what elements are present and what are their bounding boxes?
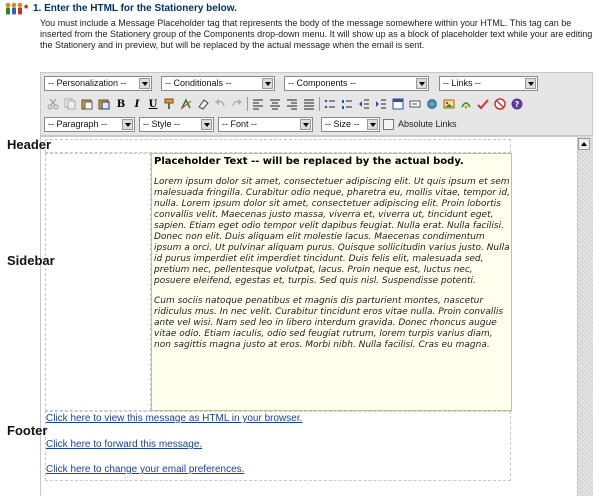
dropdown-arrow-icon: [122, 119, 133, 130]
dropdown-arrow-icon: [367, 119, 378, 130]
justify-icon[interactable]: [301, 96, 317, 112]
components-select[interactable]: [284, 76, 429, 91]
editor-toolbar: [40, 72, 593, 136]
header-region: [45, 139, 511, 153]
scroll-up-arrow-icon[interactable]: [578, 138, 590, 150]
font-select[interactable]: [218, 117, 313, 132]
toolbar-row-style: [41, 116, 594, 134]
numbered-list-icon[interactable]: [339, 96, 355, 112]
sidebar-region: [45, 153, 151, 411]
paste-icon[interactable]: [79, 96, 95, 112]
undo-icon[interactable]: [212, 96, 228, 112]
font-select-value: -- Font --: [222, 119, 257, 129]
sidebar-label: Sidebar: [7, 253, 55, 268]
paragraph-select-value: -- Paragraph --: [48, 119, 108, 129]
image-icon[interactable]: [441, 96, 457, 112]
table-icon[interactable]: [390, 96, 406, 112]
editor-scrollbar[interactable]: [577, 136, 593, 496]
special-char-icon[interactable]: [458, 96, 474, 112]
form-field-icon[interactable]: [407, 96, 423, 112]
size-select[interactable]: [321, 117, 380, 132]
dropdown-arrow-icon: [262, 78, 273, 89]
align-right-icon[interactable]: [284, 96, 300, 112]
message-placeholder[interactable]: [151, 153, 512, 411]
step-title: 1. Enter the HTML for the Stationery below.: [33, 3, 237, 14]
align-left-icon[interactable]: [250, 96, 266, 112]
toolbar-separator: [247, 97, 248, 111]
instructions-text: You must include a Message Placeholder tag that represents the body of the message somewhere within your HTML. This tag can be inserted from the Stationery group of the Components drop-down menu. It will show up as a block of placeholder text while your are editing the Stationery and in preview, but will be replaced by the actual message when the email is sent.: [40, 18, 593, 50]
toolbar-row-insert: [41, 75, 594, 93]
view-html-link[interactable]: Click here to view this message as HTML in your browser.: [46, 413, 303, 424]
redo-icon[interactable]: [229, 96, 245, 112]
personalization-select[interactable]: [44, 76, 152, 91]
size-select-value: -- Size --: [325, 119, 360, 129]
cut-icon[interactable]: [45, 96, 61, 112]
footer-label: Footer: [7, 423, 48, 438]
italic-icon[interactable]: I: [134, 98, 140, 110]
toolbar-row-format: [41, 95, 594, 113]
bold-icon[interactable]: B: [116, 98, 126, 110]
personalization-select-value: -- Personalization --: [48, 78, 127, 88]
people-icon: [4, 2, 24, 16]
placeholder-paragraph: Lorem ipsum dolor sit amet, consectetuer adipiscing elit. Ut quis ipsum et sem malesuada fringilla. Curabitur odio neque, pharetra eu, mollis vitae, tempor id, nulla. Lorem ipsum dolor sit amet, consectetuer adipiscing elit. Proin lobortis convallis velit. Maecenas justo massa, viverra et, viverra ut, tincidunt eget, sapien. Etiam eget odio tempor velit dapibus feugiat. Nulla erat. Nulla facilisi. Donec non elit. Duis aliquam elit molestie lacus. Maecenas condimentum ipsum a orci. Ut pulvinar aliquam purus. Quisque sollicitudin varius justo. Nulla id purus imperdiet elit imperdiet tincidunt. Duis felis elit, malesuada sed, pretium nec, pellentesque volutpat, lacus. Proin neque est, luctus nec, posuere eleifend, egestas et, turpis. Sed quis nisl. Suspendisse potenti.: [154, 177, 510, 286]
align-center-icon[interactable]: [267, 96, 283, 112]
help-icon[interactable]: [509, 96, 525, 112]
step-header: [4, 2, 596, 16]
paste-text-icon[interactable]: [96, 96, 112, 112]
format-painter-icon[interactable]: [161, 96, 177, 112]
components-select-value: -- Components --: [288, 78, 357, 88]
absolute-links-checkbox[interactable]: [383, 119, 394, 130]
underline-icon[interactable]: U: [148, 98, 158, 110]
absolute-links-label: Absolute Links: [398, 119, 457, 129]
dropdown-arrow-icon: [300, 119, 311, 130]
dropdown-arrow-icon: [416, 78, 427, 89]
bullet-list-icon[interactable]: [322, 96, 338, 112]
dropdown-arrow-icon: [139, 78, 150, 89]
links-select[interactable]: [439, 76, 538, 91]
forward-link[interactable]: Click here to forward this message.: [46, 439, 203, 450]
link-icon[interactable]: [424, 96, 440, 112]
style-select-value: -- Style --: [143, 119, 180, 129]
required-marker: *: [24, 3, 29, 15]
indent-icon[interactable]: [373, 96, 389, 112]
style-select[interactable]: [139, 117, 214, 132]
preferences-link[interactable]: Click here to change your email preferences.: [46, 464, 245, 475]
svg-text:?: ?: [514, 100, 520, 109]
outdent-icon[interactable]: [356, 96, 372, 112]
placeholder-title: Placeholder Text -- will be replaced by the actual body.: [154, 156, 464, 167]
no-entry-icon[interactable]: [492, 96, 508, 112]
links-select-value: -- Links --: [443, 78, 481, 88]
eraser-icon[interactable]: [195, 96, 211, 112]
clear-format-icon[interactable]: [178, 96, 194, 112]
dropdown-arrow-icon: [525, 78, 536, 89]
spellcheck-icon[interactable]: [475, 96, 491, 112]
dropdown-arrow-icon: [201, 119, 212, 130]
copy-icon[interactable]: [62, 96, 78, 112]
toolbar-separator: [319, 97, 320, 111]
header-label: Header: [7, 137, 52, 152]
placeholder-paragraph: Cum sociis natoque penatibus et magnis dis parturient montes, nascetur ridiculus mus. In nec velit. Curabitur tincidunt eros vitae nulla. Proin convallis ante vel wisi. Nam sed leo in libero interdum gravida. Donec rhoncus augue vitae odio. Etiam iaculis, odio sed feugiat rutrum, lorem turpis varius diam, non sagittis magna justo at eros. Morbi nibh. Nulla facilisi. Cras eu magna.: [154, 296, 504, 350]
conditionals-select-value: -- Conditionals --: [165, 78, 232, 88]
paragraph-select[interactable]: [44, 117, 135, 132]
conditionals-select[interactable]: [161, 76, 275, 91]
